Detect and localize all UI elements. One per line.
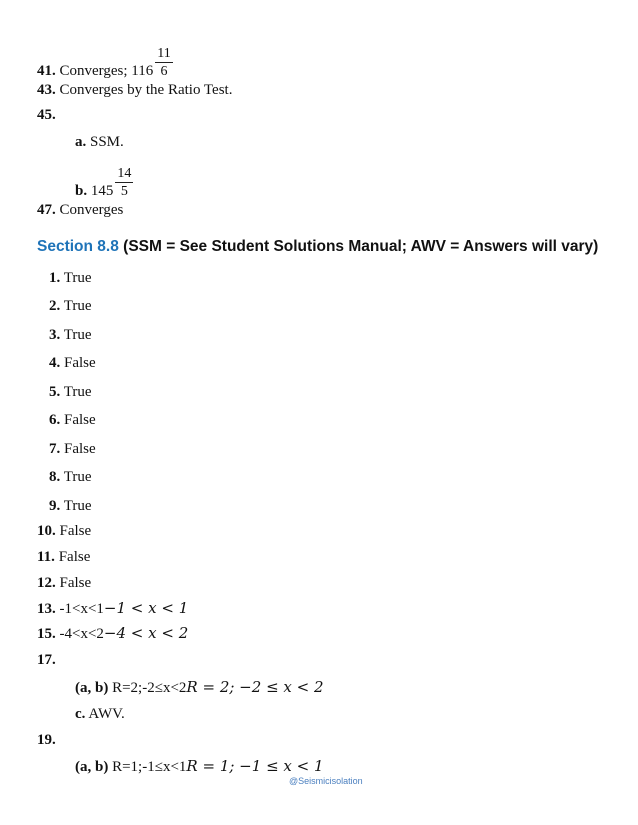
answer-4 xyxy=(49,354,96,372)
item-text: R=1;-1≤x<1 xyxy=(112,759,187,775)
item-text: True xyxy=(63,270,92,286)
item-number: 5. xyxy=(49,384,61,400)
section-heading xyxy=(37,237,598,257)
fraction-numerator: 14 xyxy=(117,166,132,181)
answer-1 xyxy=(49,269,92,287)
item-text: False xyxy=(64,412,96,428)
math-expression: −4 < x < 2 xyxy=(103,624,189,642)
item-number: 41. xyxy=(37,62,56,79)
section-subtitle: (SSM = See Student Solutions Manual; AWV = Answers will vary) xyxy=(123,238,599,255)
answer-43 xyxy=(37,81,232,99)
item-text: False xyxy=(59,523,92,539)
answer-13 xyxy=(37,599,188,618)
item-number: 2. xyxy=(49,298,61,314)
item-number: 45. xyxy=(37,107,56,123)
item-number: 9. xyxy=(49,498,61,514)
item-number: 12. xyxy=(37,575,56,591)
item-text: False xyxy=(59,575,92,591)
item-text: False xyxy=(64,355,96,371)
item-text: True xyxy=(63,298,92,314)
item-text: False xyxy=(58,549,91,565)
fraction xyxy=(155,46,172,79)
math-expression: R = 2; −2 ≤ x < 2 xyxy=(186,678,324,696)
item-number: 19. xyxy=(37,732,56,748)
item-text: True xyxy=(63,469,92,485)
answer-3 xyxy=(49,326,92,344)
fraction-numerator: 11 xyxy=(157,46,171,61)
item-number: 43. xyxy=(37,82,56,98)
answer-12 xyxy=(37,574,91,592)
item-number: 47. xyxy=(37,202,56,218)
answer-8 xyxy=(49,468,92,486)
item-number: (a, b) xyxy=(75,680,109,696)
watermark: @Seismicisolation xyxy=(289,776,363,786)
math-expression: R = 1; −1 ≤ x < 1 xyxy=(186,757,324,775)
item-text: 145 xyxy=(90,182,114,199)
item-text: AWV. xyxy=(88,706,125,722)
item-text: -4<x<2 xyxy=(59,626,104,642)
item-number: 4. xyxy=(49,355,61,371)
item-text: False xyxy=(64,441,96,457)
item-number: 1. xyxy=(49,270,61,286)
answer-17 xyxy=(37,651,56,669)
item-text: True xyxy=(63,498,92,514)
answer-17ab xyxy=(75,678,324,697)
item-number: (a, b) xyxy=(75,759,109,775)
item-number: 7. xyxy=(49,441,61,457)
item-text: Converges xyxy=(59,202,124,218)
item-number: 6. xyxy=(49,412,61,428)
item-number: 8. xyxy=(49,469,61,485)
item-text: SSM. xyxy=(90,134,124,150)
answer-7 xyxy=(49,440,96,458)
answer-2 xyxy=(49,297,92,315)
fraction xyxy=(115,166,133,199)
item-number: c. xyxy=(75,706,86,722)
item-text: -1<x<1 xyxy=(59,601,104,617)
answer-10 xyxy=(37,522,91,540)
item-text: Converges by the Ratio Test. xyxy=(59,82,233,98)
answer-17c xyxy=(75,705,125,723)
answer-45a xyxy=(75,133,124,151)
answer-5 xyxy=(49,383,92,401)
answer-19ab xyxy=(75,757,324,776)
math-expression: −1 < x < 1 xyxy=(103,599,189,617)
item-number: 3. xyxy=(49,327,61,343)
item-text: R=2;-2≤x<2 xyxy=(112,680,187,696)
item-number: a. xyxy=(75,134,87,150)
answer-19 xyxy=(37,731,56,749)
fraction-denominator: 6 xyxy=(160,64,168,79)
answer-47 xyxy=(37,201,123,219)
answer-15 xyxy=(37,624,188,643)
item-number: 13. xyxy=(37,601,56,617)
item-text: True xyxy=(63,384,92,400)
item-number: 15. xyxy=(37,626,56,642)
answer-45 xyxy=(37,106,56,124)
answer-6 xyxy=(49,411,96,429)
item-number: 11. xyxy=(37,549,55,565)
item-text: Converges; 116 xyxy=(59,62,154,79)
item-number: 17. xyxy=(37,652,56,668)
item-number: b. xyxy=(75,182,88,199)
fraction-denominator: 5 xyxy=(120,184,128,199)
answer-11 xyxy=(37,548,90,566)
section-label: Section 8.8 xyxy=(37,238,119,255)
answer-9 xyxy=(49,497,92,515)
item-number: 10. xyxy=(37,523,56,539)
item-text: True xyxy=(63,327,92,343)
